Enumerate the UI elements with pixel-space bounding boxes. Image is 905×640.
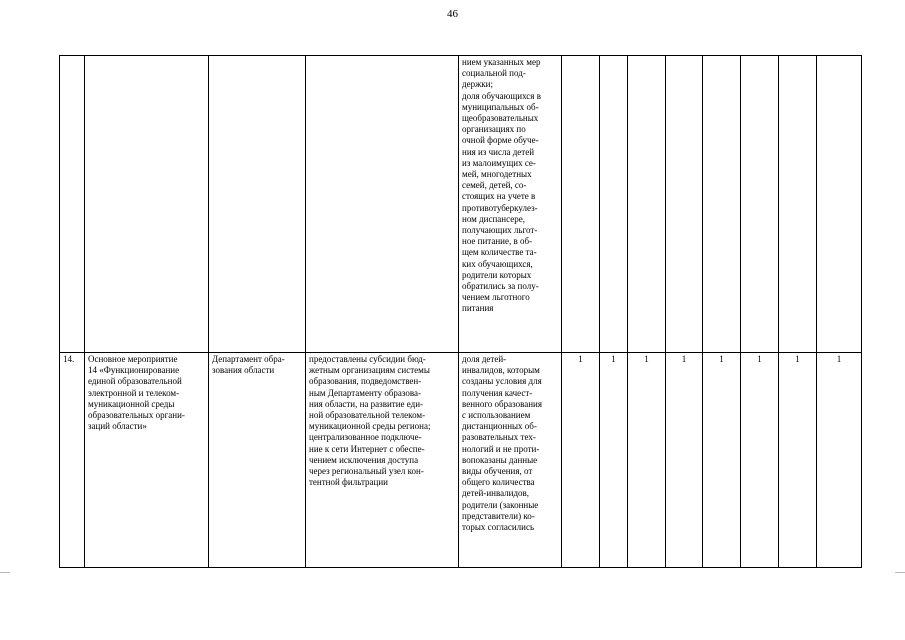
indicator-cell: нием указанных мер социальной под- держки; доля обучающихся в муниципальных об- щеобразовательных организациях по очной форме обуче- ния из числа детей из малоимущих се- мей, многодетных семей, детей, со- стоящих на учете в противотуберкулез- ном диспансере, получающих льгот- ное питание, в об- щем количестве та- ких обучающихся, родители которых обратились за полу- чением льготного питания — [459, 56, 562, 353]
value-cell: 1 — [741, 353, 779, 568]
indicator-cell: доля детей- инвалидов, которым созданы условия для получения качест- венного образования с использованием дистанционных об- разовательных тех- нологий и не проти- вопоказаны данные виды обучения, от общего количества детей-инвалидов, родители (законные представители) ко- торых согласились — [459, 353, 562, 568]
page-number: 46 — [447, 8, 458, 20]
table-row — [60, 353, 862, 568]
measure-cell — [85, 56, 209, 353]
value-cell: 1 — [666, 353, 703, 568]
value-cell — [741, 56, 779, 353]
value-cell: 1 — [817, 353, 862, 568]
result-cell — [306, 56, 459, 353]
scan-edge-mark — [0, 572, 10, 573]
value-cell: 1 — [703, 353, 741, 568]
value-cell — [666, 56, 703, 353]
row-number-cell — [60, 56, 85, 353]
value-cell — [703, 56, 741, 353]
value-cell — [779, 56, 817, 353]
value-cell: 1 — [600, 353, 628, 568]
executor-cell: Департамент обра- зования области — [209, 353, 306, 568]
program-table — [59, 55, 862, 568]
table-row — [60, 56, 862, 353]
executor-cell — [209, 56, 306, 353]
value-cell: 1 — [562, 353, 600, 568]
value-cell — [562, 56, 600, 353]
value-cell: 1 — [779, 353, 817, 568]
result-cell: предоставлены субсидии бюд- жетным организациям системы образования, подведомствен- ным Департаменту образова- ния области, на развитие еди- ной образовательной телеком- муникационной среды региона; централизованное подключе- ние к сети Интернет с обеспе- чением исключения доступа через региональный узел кон- тентной фильтрации — [306, 353, 459, 568]
value-cell — [600, 56, 628, 353]
value-cell: 1 — [628, 353, 666, 568]
measure-cell: Основное мероприятие 14 «Функционирование единой образовательной электронной и телеком- муникационной среды образовательных органи- заций области» — [85, 353, 209, 568]
value-cell — [628, 56, 666, 353]
scan-edge-mark — [895, 572, 905, 573]
value-cell — [817, 56, 862, 353]
row-number-cell: 14. — [60, 353, 85, 568]
